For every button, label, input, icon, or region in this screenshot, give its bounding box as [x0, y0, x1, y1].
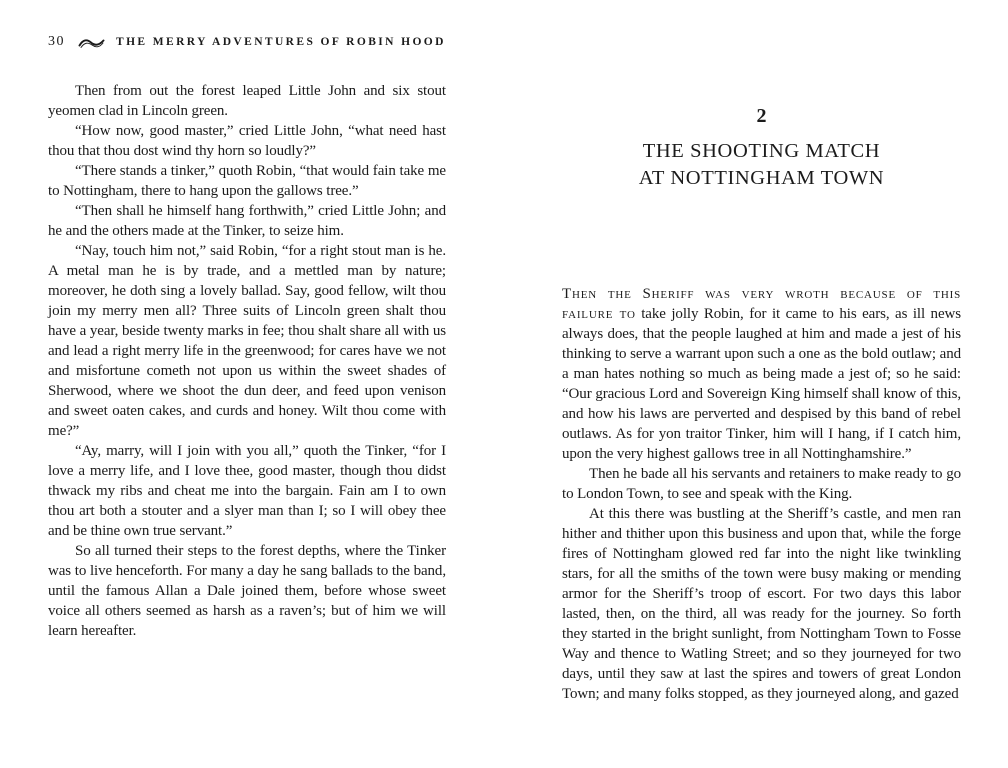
right-paragraph: At this there was bustling at the Sheriff’s castle, and men ran hither and thither upon this business and upon that, while the forge fires of Nottingham glowed red far into the night like twinkling stars, for all the smiths of the town were busy making or mending armor for the Sheriff’s troop of escort. For two days this labor lasted, then, on the third, all was ready for the journey. So forth they started in the bright sunlight, from Nottingham Town to Fosse Way and thence to Watling Street; and so they journeyed for two days, until they saw at last the spires and towers of great London Town; and many folks stopped, as they journeyed along, and gazed — [562, 506, 961, 702]
chapter-title-line1: THE SHOOTING MATCH — [642, 140, 881, 162]
page-number: 30 — [48, 34, 65, 49]
swash-tilde-ornament-icon — [78, 36, 105, 49]
left-paragraph: So all turned their steps to the forest depths, where the Tinker was to live henceforth. For many a day he sang ballads to the band, until the famous Allan a Dale joined them, before whose sweet voice all others seemed as harsh as a raven’s; but of him we will learn hereafter. — [48, 543, 446, 639]
right-page — [562, 104, 961, 704]
left-paragraph: “Nay, touch him not,” said Robin, “for a right stout man is he. A metal man he is by trade, and a mettled man by nature; moreover, he doth sing a lovely ballad. Say, good fellow, wilt thou join my merry men all? Three suits of Lincoln green shalt thou have a year, beside twenty marks in fee; thou shalt share all with us and lead a right merry life in the greenwood; for cares have we not and misfortune cometh not upon us within the sweet shades of Sherwood, where we shoot the dun deer, and feed upon venison and sweet oaten cakes, and curds and honey. Wilt thou come with me?” — [48, 243, 446, 439]
left-paragraph: “How now, good master,” cried Little John, “what need hast thou that thou dost wind thy horn so loudly?” — [48, 123, 446, 159]
left-paragraph: “Then shall he himself hang forthwith,” cried Little John; and he and the others made at the Tinker, to seize him. — [48, 203, 446, 239]
chapter-number: 2 — [756, 105, 767, 127]
left-paragraph: “Ay, marry, will I join with you all,” quoth the Tinker, “for I love a merry life, and I love thee, good master, though thou didst thwack my ribs and cheat me into the bargain. Fain am I to own thou art both a stouter and a slyer man than I; so I will obey thee and be thine own true servant.” — [48, 443, 446, 539]
opening-small-caps-text: Then the Sheriff was very wroth because of this failure to — [562, 286, 961, 322]
left-page — [48, 81, 446, 641]
right-paragraph: Then he bade all his servants and retainers to make ready to go to London Town, to see and speak with the King. — [562, 466, 961, 502]
chapter-title-line2: AT NOTTINGHAM TOWN — [638, 167, 885, 189]
opening-paragraph — [562, 284, 961, 464]
chapter-title — [562, 138, 961, 192]
left-paragraph: Then from out the forest leaped Little John and six stout yeomen clad in Lincoln green. — [48, 83, 446, 119]
running-head — [48, 34, 446, 50]
left-paragraph: “There stands a tinker,” quoth Robin, “that would fain take me to Nottingham, there to hang upon the gallows tree.” — [48, 163, 446, 199]
chapter-body — [562, 284, 961, 704]
opening-rest-text: take jolly Robin, for it came to his ears, as ill news always does, that the people laughed at him and made a jest of his thinking to serve a warrant upon such a one as the bold outlaw; and a man hates nothing so much as being made a jest of; so he said: “Our gracious Lord and Sovereign King himself shall know of this, and how his laws are perverted and despised by this band of rebel outlaws. As for yon traitor Tinker, him will I hang, if I catch him, upon the very highest gallows tree in all Nottinghamshire.” — [562, 306, 961, 462]
running-head-title: THE MERRY ADVENTURES OF ROBIN HOOD — [116, 36, 446, 48]
